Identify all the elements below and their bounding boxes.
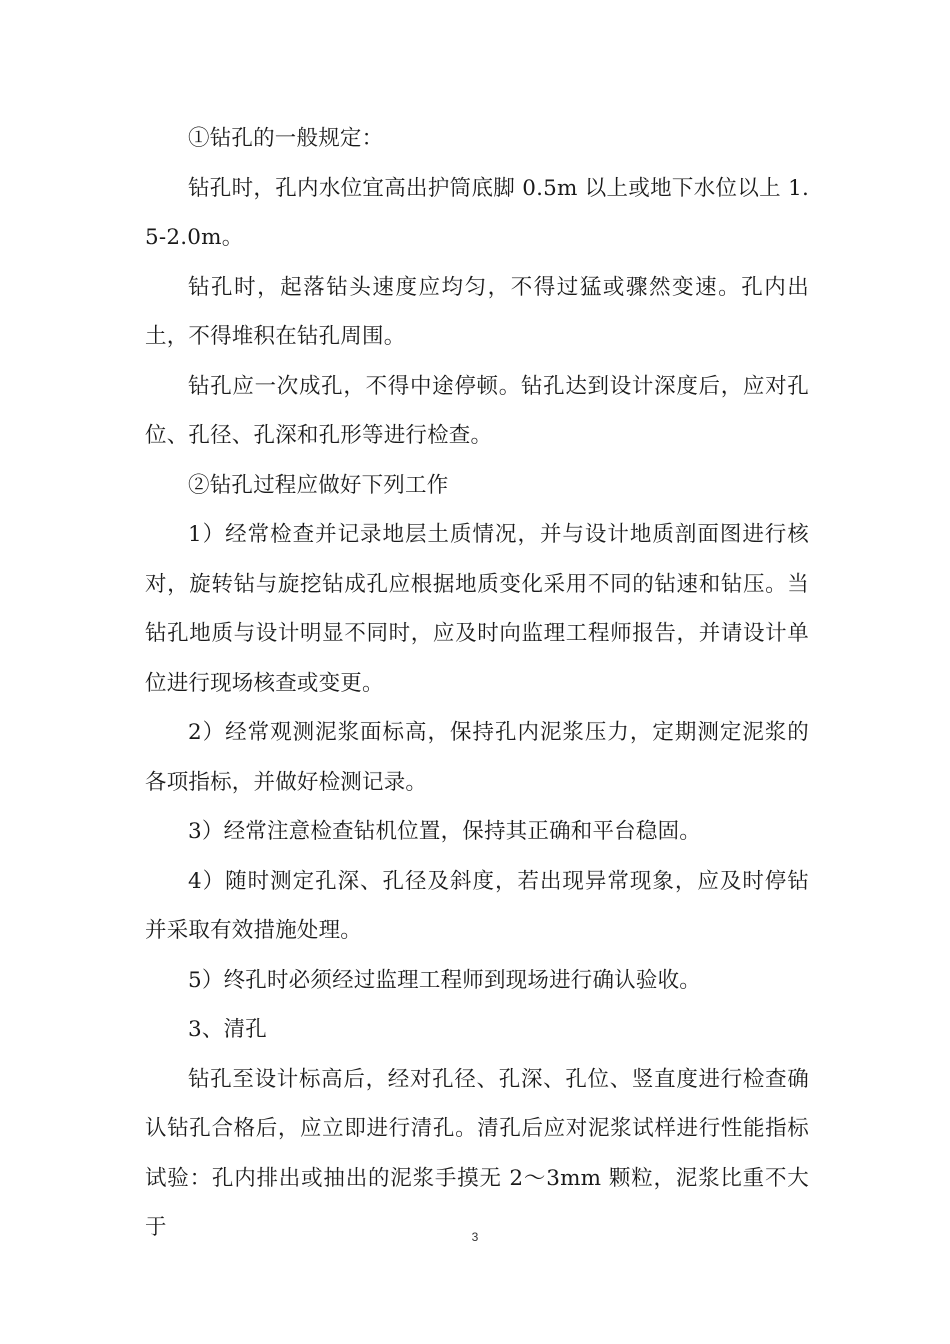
paragraph-item-4: 4）随时测定孔深、孔径及斜度，若出现异常现象，应及时停钻并采取有效措施处理。: [145, 868, 809, 943]
paragraph-one-pass-drilling: 钻孔应一次成孔，不得中途停顿。钻孔达到设计深度后，应对孔位、孔径、孔深和孔形等进行检查。: [145, 373, 809, 448]
page-number: 3: [471, 1230, 479, 1244]
paragraph-item-3: 3）经常注意检查钻机位置，保持其正确和平台稳固。: [188, 819, 701, 844]
paragraph-hole-cleaning: 钻孔至设计标高后，经对孔径、孔深、孔位、竖直度进行检查确认钻孔合格后，应立即进行清孔。清孔后应对泥浆试样进行性能指标试验：孔内排出或抽出的泥浆手摸无 2～3mm 颗粒，泥浆比重不大于: [145, 1066, 809, 1240]
paragraph-item-1: 1）经常检查并记录地层土质情况，并与设计地质剖面图进行核对，旋转钻与旋挖钻成孔应根据地质变化采用不同的钻速和钻压。当钻孔地质与设计明显不同时，应及时向监理工程师报告，并请设计单位进行现场核查或变更。: [145, 522, 809, 696]
paragraph-water-level: 钻孔时，孔内水位宜高出护筒底脚 0.5m 以上或地下水位以上 1.5-2.0m。: [145, 175, 809, 250]
paragraph-item-5: 5）终孔时必须经过监理工程师到现场进行确认验收。: [188, 967, 701, 993]
document-body: [145, 114, 809, 1253]
paragraph-drilling-general-rules: ①钻孔的一般规定：: [188, 126, 384, 151]
paragraph-drilling-process-heading: ②钻孔过程应做好下列工作: [188, 472, 449, 498]
paragraph-bit-speed: 钻孔时，起落钻头速度应均匀，不得过猛或骤然变速。孔内出土，不得堆积在钻孔周围。: [145, 274, 809, 349]
paragraph-item-2: 2）经常观测泥浆面标高，保持孔内泥浆压力，定期测定泥浆的各项指标，并做好检测记录。: [145, 720, 809, 795]
section-heading-hole-cleaning: 3、清孔: [188, 1017, 267, 1042]
